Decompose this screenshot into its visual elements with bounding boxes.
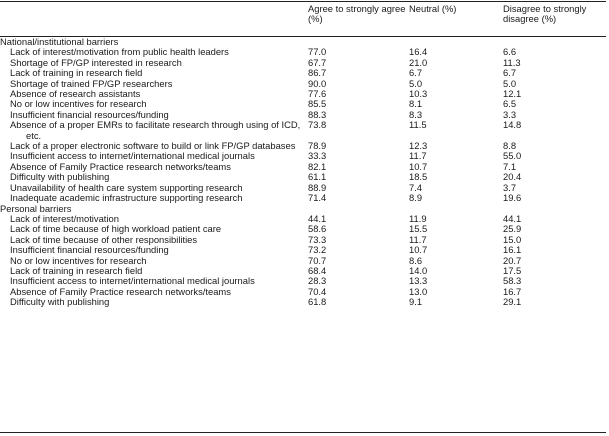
row-label: Lack of interest/motivation [10, 212, 119, 224]
agree-value: 78.9 [308, 140, 327, 152]
disagree-value: 55.0 [503, 150, 522, 162]
agree-value: 70.4 [308, 285, 327, 297]
row-label: Absence of Family Practice research networks/teams [10, 160, 231, 172]
disagree-value: 3.7 [503, 181, 517, 193]
disagree-value: 17.5 [503, 264, 522, 276]
neutral-value: 12.3 [409, 140, 428, 152]
neutral-value: 5.0 [409, 77, 423, 89]
neutral-value: 21.0 [409, 56, 428, 68]
agree-value: 33.3 [308, 150, 327, 162]
agree-value: 71.4 [308, 192, 327, 204]
agree-value: 70.7 [308, 254, 327, 266]
disagree-value: 14.8 [503, 119, 522, 131]
agree-value: 90.0 [308, 77, 327, 89]
row-label: Absence of Family Practice research networks/teams [10, 285, 231, 297]
disagree-value: 7.1 [503, 160, 517, 172]
agree-value: 61.1 [308, 171, 327, 183]
row-label: Shortage of trained FP/GP researchers [10, 77, 173, 89]
section-title: National/institutional barriers [0, 36, 119, 47]
table-row [0, 245, 606, 255]
neutral-value: 16.4 [409, 46, 428, 58]
neutral-value: 10.7 [409, 160, 428, 172]
disagree-value: 8.8 [503, 140, 517, 152]
header-agree-column: Agree to strongly agree (%) [308, 3, 406, 24]
table-bottom-rule [0, 432, 606, 433]
agree-value: 77.0 [308, 46, 327, 58]
disagree-value: 44.1 [503, 212, 522, 224]
agree-value: 44.1 [308, 212, 327, 224]
neutral-value: 7.4 [409, 181, 423, 193]
row-label-cell [0, 120, 306, 141]
row-label: Lack of time because of high workload patient care [10, 223, 222, 235]
row-label: Unavailability of health care system supporting research [10, 181, 243, 193]
table-row [0, 193, 606, 203]
table-row [0, 120, 606, 141]
disagree-value: 19.6 [503, 192, 522, 204]
disagree-value: 15.0 [503, 233, 522, 245]
agree-value: 85.5 [308, 98, 327, 110]
row-label: Absence of a proper EMRs to facilitate research through using of ICD, etc. [10, 119, 301, 141]
neutral-value: 8.6 [409, 254, 423, 266]
agree-value: 58.6 [308, 223, 327, 235]
row-label: Shortage of FP/GP interested in research [10, 56, 182, 68]
row-label: Insufficient access to internet/international medical journals [10, 150, 255, 162]
disagree-value: 6.7 [503, 67, 517, 79]
neutral-value: 13.3 [409, 275, 428, 287]
agree-value: 82.1 [308, 160, 327, 172]
row-label: No or low incentives for research [10, 254, 147, 266]
agree-value: 88.3 [308, 108, 327, 120]
disagree-value: 58.3 [503, 275, 522, 287]
table-body [0, 37, 606, 308]
table-top-rule [0, 1, 606, 2]
section-title: Personal barriers [0, 202, 72, 214]
row-label-cell [0, 245, 306, 255]
row-label: Absence of research assistants [10, 88, 141, 100]
neutral-value: 14.0 [409, 264, 428, 276]
agree-value: 73.2 [308, 244, 327, 256]
header-row [0, 4, 606, 37]
neutral-value: 11.7 [409, 233, 427, 245]
disagree-value: 3.3 [503, 108, 517, 120]
disagree-value: 6.5 [503, 98, 517, 110]
neutral-value: 9.1 [409, 296, 423, 308]
row-label: Lack of training in research field [10, 264, 143, 276]
disagree-value: 20.4 [503, 171, 522, 183]
row-label: Difficulty with publishing [10, 171, 110, 183]
neutral-value: 10.3 [409, 88, 428, 100]
agree-value: 73.3 [308, 233, 327, 245]
header-label-column [0, 4, 306, 37]
disagree-value: 5.0 [503, 77, 517, 89]
agree-value: 68.4 [308, 264, 327, 276]
neutral-value: 11.7 [409, 150, 427, 162]
agree-value: 73.8 [308, 119, 327, 131]
row-label: Insufficient access to internet/international medical journals [10, 275, 255, 287]
disagree-value: 29.1 [503, 296, 522, 308]
agree-value: 28.3 [308, 275, 327, 287]
agree-value: 77.6 [308, 88, 327, 100]
neutral-value: 11.9 [409, 212, 427, 224]
row-label: Lack of interest/motivation from public health leaders [10, 46, 229, 58]
disagree-value: 16.1 [503, 244, 522, 256]
neutral-value: 10.7 [409, 244, 428, 256]
header-disagree-column: Disagree to strongly disagree (%) [503, 3, 587, 24]
neutral-value: 15.5 [409, 223, 428, 235]
row-label: Inadequate academic infrastructure supporting research [10, 192, 243, 204]
disagree-value: 12.1 [503, 88, 522, 100]
disagree-value: 25.9 [503, 223, 522, 235]
neutral-value: 8.1 [409, 98, 423, 110]
table-header [0, 4, 606, 37]
neutral-value: 18.5 [409, 171, 428, 183]
disagree-value: 16.7 [503, 285, 522, 297]
neutral-value: 13.0 [409, 285, 428, 297]
header-neutral-column: Neutral (%) [409, 3, 457, 14]
row-label-cell [0, 297, 306, 307]
row-label: Difficulty with publishing [10, 296, 110, 308]
agree-value: 67.7 [308, 56, 327, 68]
disagree-value: 20.7 [503, 254, 522, 266]
barriers-table [0, 4, 606, 308]
row-label-cell [0, 193, 306, 203]
row-label: Lack of a proper electronic software to build or link FP/GP databases [10, 140, 296, 152]
neutral-value: 11.5 [409, 119, 427, 131]
neutral-value: 8.9 [409, 192, 423, 204]
neutral-value: 8.3 [409, 108, 423, 120]
agree-value: 86.7 [308, 67, 327, 79]
row-label: Lack of time because of other responsibilities [10, 233, 198, 245]
row-label: Insufficient financial resources/funding [10, 108, 169, 120]
agree-value: 88.9 [308, 181, 327, 193]
disagree-value: 11.3 [503, 56, 521, 68]
row-label: Lack of training in research field [10, 67, 143, 79]
row-label: Insufficient financial resources/funding [10, 244, 169, 256]
row-label: No or low incentives for research [10, 98, 147, 110]
disagree-value: 6.6 [503, 46, 517, 58]
neutral-value: 6.7 [409, 67, 423, 79]
table-row [0, 297, 606, 307]
agree-value: 61.8 [308, 296, 327, 308]
